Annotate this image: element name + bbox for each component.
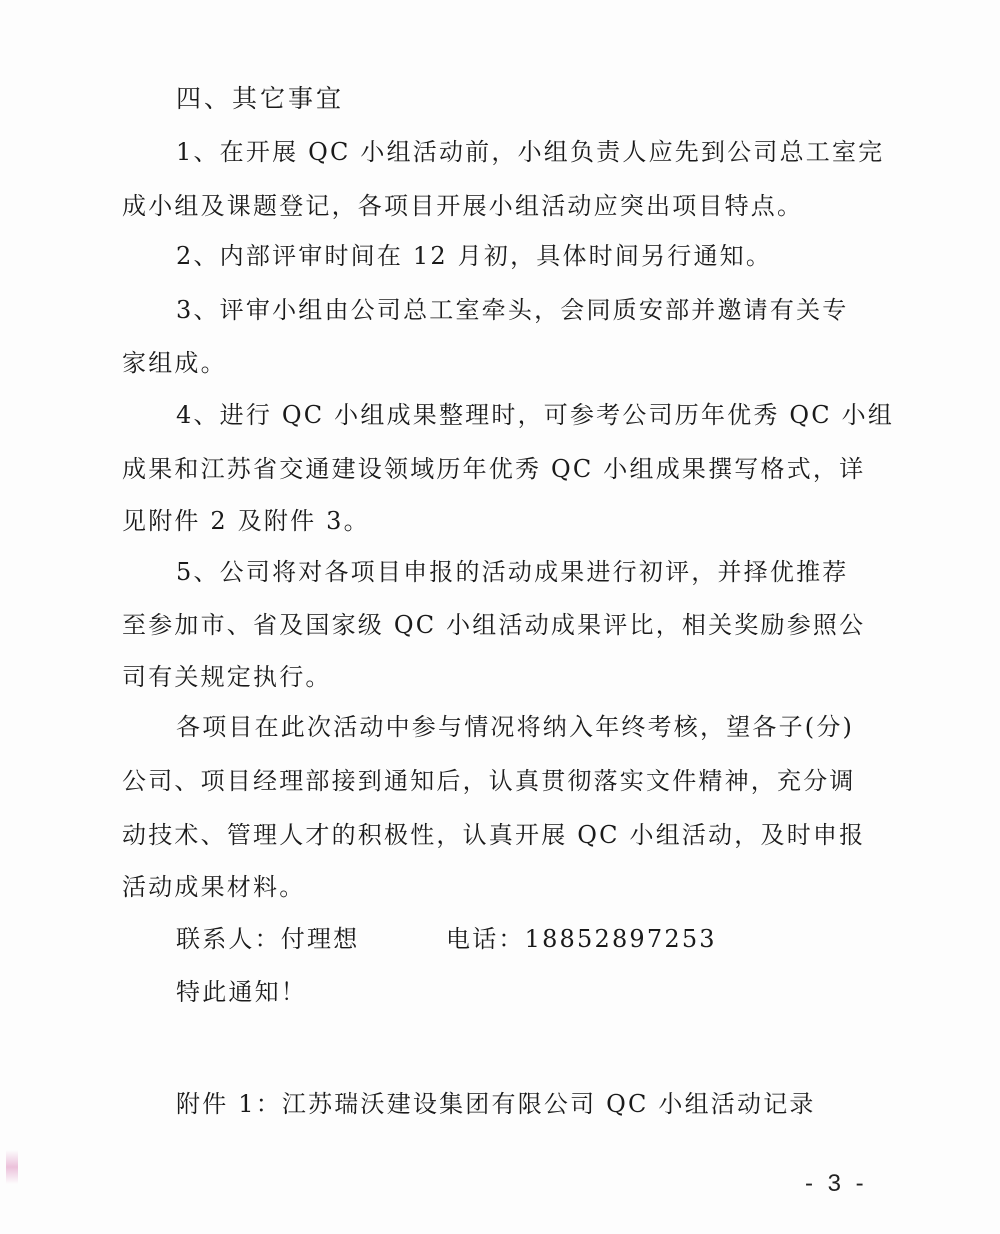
closing-line-2: 公司、项目经理部接到通知后，认真贯彻落实文件精神，充分调	[122, 767, 856, 795]
stamp-edge-mark	[6, 1150, 18, 1184]
item-2-line-1: 2、内部评审时间在 12 月初，具体时间另行通知。	[176, 242, 773, 270]
contact-phone: 电话：18852897253	[446, 925, 717, 953]
item-4-line-1: 4、进行 QC 小组成果整理时，可参考公司历年优秀 QC 小组	[176, 401, 895, 429]
item-5-line-1: 5、公司将对各项目申报的活动成果进行初评，并择优推荐	[176, 558, 849, 586]
item-5-line-2: 至参加市、省及国家级 QC 小组活动成果评比，相关奖励参照公	[122, 611, 866, 639]
item-4-line-3: 见附件 2 及附件 3。	[122, 507, 370, 535]
item-1-line-2: 成小组及课题登记，各项目开展小组活动应突出项目特点。	[122, 192, 804, 220]
section-heading: 四、其它事宜	[176, 84, 345, 113]
notice-text: 特此通知！	[176, 978, 307, 1006]
closing-line-4: 活动成果材料。	[122, 873, 306, 901]
closing-line-3: 动技术、管理人才的积极性，认真开展 QC 小组活动，及时申报	[122, 821, 866, 849]
item-3-line-1: 3、评审小组由公司总工室牵头，会同质安部并邀请有关专	[176, 296, 849, 324]
item-3-line-2: 家组成。	[122, 349, 227, 377]
item-5-line-3: 司有关规定执行。	[122, 663, 332, 691]
page-number: - 3 -	[805, 1170, 868, 1197]
item-4-line-2: 成果和江苏省交通建设领域历年优秀 QC 小组成果撰写格式，详	[122, 455, 866, 483]
closing-line-1: 各项目在此次活动中参与情况将纳入年终考核，望各子(分)	[176, 713, 855, 741]
contact-person: 联系人：付理想	[176, 925, 360, 953]
item-1-line-1: 1、在开展 QC 小组活动前，小组负责人应先到公司总工室完	[176, 138, 885, 166]
attachment-1: 附件 1：江苏瑞沃建设集团有限公司 QC 小组活动记录	[176, 1090, 816, 1118]
